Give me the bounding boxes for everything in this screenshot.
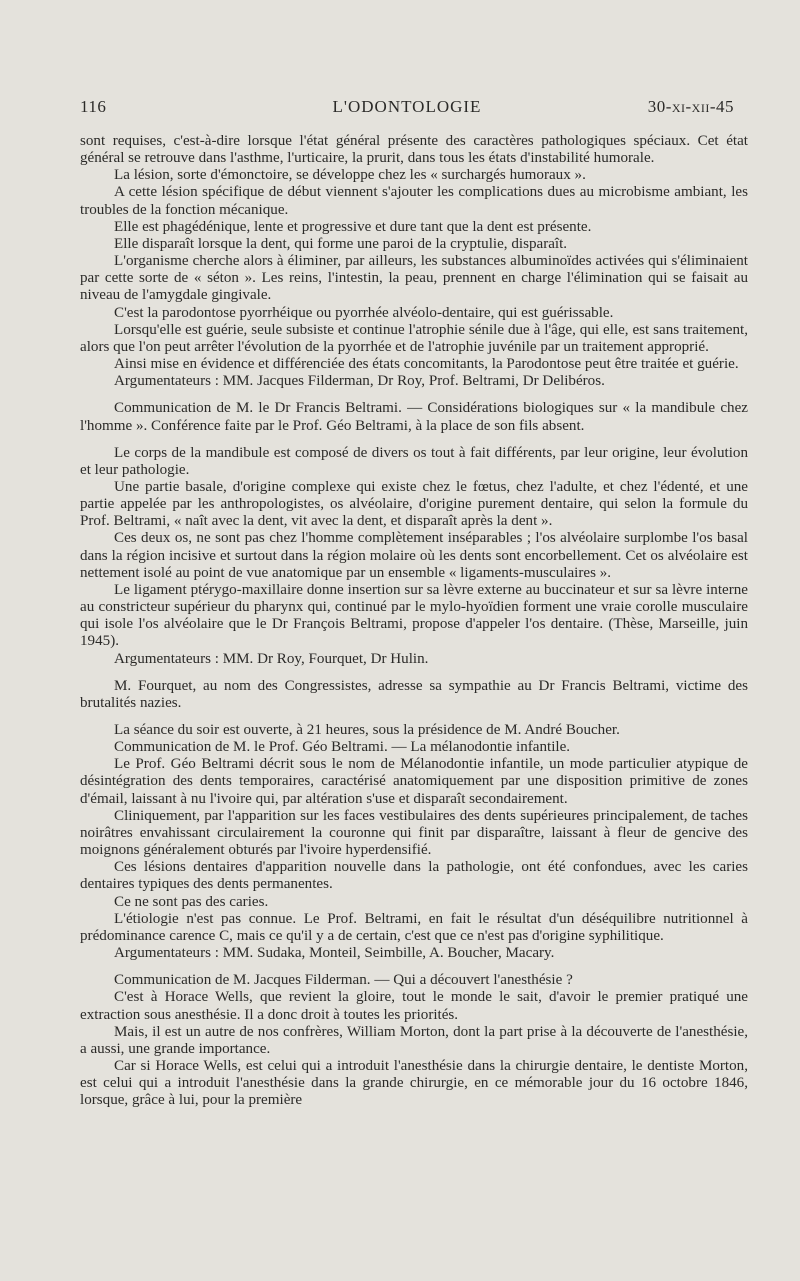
page-header xyxy=(80,97,734,119)
paragraph: C'est la parodontose pyorrhéique ou pyorrhée alvéolo-dentaire, qui est guérissable. xyxy=(114,304,614,321)
paragraph: Elle disparaît lorsque la dent, qui forme une paroi de la cryptulie, disparaît. xyxy=(114,235,568,252)
paragraph: Lorsqu'elle est guérie, seule subsiste et continue l'atrophie sénile due à l'âge, qui elle, est sans traitement, alors que l'on peut arrêter l'évolution de la pyorrhée et de l'atrophie juvénile par un traitement approprié. xyxy=(80,321,748,355)
paragraph: Cliniquement, par l'apparition sur les faces vestibulaires des dents supérieures principalement, de taches noirâtres envahissant circulairement la couronne qui finit par disparaître, laissant à fleur de gencive des moignons généralement obturés par l'ivoire hyperdensifié. xyxy=(80,807,748,859)
session-line: La séance du soir est ouverte, à 21 heures, sous la présidence de M. André Boucher. xyxy=(114,722,620,738)
paragraph: Le ligament ptérygo-maxillaire donne insertion sur sa lèvre externe au buccinateur et sur sa lèvre interne au constricteur supérieur du pharynx qui, continué par le mylo-hyoïdien forment une vraie corolle musculaire qui isole l'os alvéolaire que le Dr François Beltrami, propose d'appeler l'os dentaire. (Thèse, Marseille, juin 1945). xyxy=(80,581,748,650)
page-number: 116 xyxy=(80,97,107,116)
paragraph: Une partie basale, d'origine complexe qui existe chez le fœtus, chez l'adulte, et chez l'édenté, et une partie appelée par les anthropologistes, os alvéolaire, d'origine purement dentaire, qui selon la formule du Prof. Beltrami, « naît avec la dent, vit avec la dent, et disparaît après la dent ». xyxy=(80,478,748,530)
paragraph: L'organisme cherche alors à éliminer, par ailleurs, les substances albuminoïdes activées qui s'éliminaient par cette sorte de « séton ». Les reins, l'intestin, la peau, prennent en charge l'élimination qui se faisait au niveau de l'amygdale gingivale. xyxy=(80,253,748,304)
paragraph: sont requises, c'est-à-dire lorsque l'état général présente des caractères pathologiques spéciaux. Cet état général se retrouve dans l'asthme, l'urticaire, la prurit, dans tous les états d'instabilité humorale. xyxy=(80,133,748,167)
communication-heading: Communication de M. Jacques Filderman. — Qui a découvert l'anesthésie ? xyxy=(114,972,573,989)
paragraph: M. Fourquet, au nom des Congressistes, adresse sa sympathie au Dr Francis Beltrami, victime des brutalités nazies. xyxy=(80,677,748,711)
argumentateurs-line: Argumentateurs : MM. Dr Roy, Fourquet, Dr Hulin. xyxy=(114,650,429,667)
paragraph: A cette lésion spécifique de début viennent s'ajouter les complications dues au microbisme ambiant, les troubles de la fonction mécanique. xyxy=(80,184,748,218)
paragraph: Mais, il est un autre de nos confrères, William Morton, dont la part prise à la découverte de l'anesthésie, a aussi, une grande importance. xyxy=(80,1023,748,1057)
communication-heading: Communication de M. le Dr Francis Beltrami. — Considérations biologiques sur « la mandibule chez l'homme ». Conférence faite par le Prof. Géo Beltrami, à la place de son fils absent. xyxy=(80,400,748,434)
issue-date: 30-xi-xii-45 xyxy=(647,97,734,116)
communication-heading: Communication de M. le Prof. Géo Beltrami. — La mélanodontie infantile. xyxy=(114,739,571,756)
paragraph: C'est à Horace Wells, que revient la gloire, tout le monde le sait, d'avoir le premier pratiqué une extraction sous anesthésie. Il a donc droit à toutes les priorités. xyxy=(80,989,748,1023)
paragraph: Ces lésions dentaires d'apparition nouvelle dans la pathologie, ont été confondues, avec les caries dentaires typiques des dents permanentes. xyxy=(80,859,748,893)
paragraph: Le corps de la mandibule est composé de divers os tout à fait différents, par leur origine, leur évolution et leur pathologie. xyxy=(80,444,748,478)
paragraph: Ce ne sont pas des caries. xyxy=(114,893,269,910)
article-body xyxy=(80,133,748,1109)
argumentateurs-line: Argumentateurs : MM. Sudaka, Monteil, Seimbille, A. Boucher, Macary. xyxy=(114,945,555,962)
paragraph: Ces deux os, ne sont pas chez l'homme complètement inséparables ; l'os alvéolaire surplombe l'os basal dans la région incisive et surtout dans la région molaire où les dents sont encorbellement. Cet os alvéolaire est nettement isolé au point de vue anatomique par un ensemble « ligaments-musculaires ». xyxy=(80,530,748,581)
paragraph: La lésion, sorte d'émonctoire, se développe chez les « surchargés humoraux ». xyxy=(114,167,586,184)
paragraph: Ainsi mise en évidence et différenciée des états concomitants, la Parodontose peut être traitée et guérie. xyxy=(114,356,739,373)
paragraph: Car si Horace Wells, est celui qui a introduit l'anesthésie dans la chirurgie dentaire, le dentiste Morton, est celui qui a introduit l'anesthésie dans la grande chirurgie, en ce mémorable jour du 16 octobre 1846, lorsque, grâce à lui, pour la première xyxy=(80,1057,748,1109)
journal-title: L'ODONTOLOGIE xyxy=(332,97,482,116)
argumentateurs-line: Argumentateurs : MM. Jacques Filderman, Dr Roy, Prof. Beltrami, Dr Delibéros. xyxy=(114,373,605,390)
paragraph: L'étiologie n'est pas connue. Le Prof. Beltrami, en fait le résultat d'un déséquilibre nutritionnel à prédominance carence C, mais ce qu'il y a de certain, c'est que ce n'est pas d'origine syphilitique. xyxy=(80,910,748,944)
paragraph: Elle est phagédénique, lente et progressive et dure tant que la dent est présente. xyxy=(114,218,592,235)
paragraph: Le Prof. Géo Beltrami décrit sous le nom de Mélanodontie infantile, un mode particulier atypique de désintégration des dents temporaires, caractérisé anatomiquement par une disposition primitive de zones d'émail, laissant à nu l'ivoire qui, par altération s'use et disparaît secondairement. xyxy=(80,756,748,807)
